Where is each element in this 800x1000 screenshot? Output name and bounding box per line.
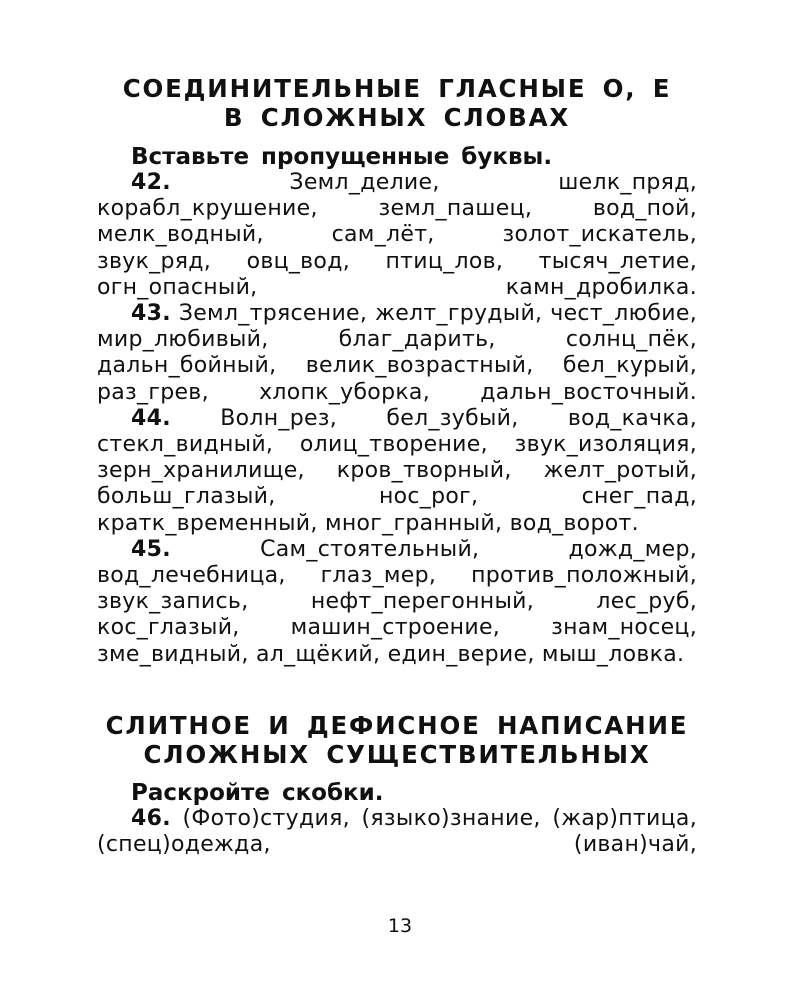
exercise-43 (97, 301, 697, 406)
section-title-line: В СЛОЖНЫХ СЛОВАХ (223, 103, 571, 132)
exercise-44 (97, 406, 697, 537)
page-number: 13 (387, 915, 413, 937)
exercise-number: 44. (131, 405, 171, 431)
exercise-42 (97, 170, 697, 301)
page-content (97, 74, 697, 858)
exercise-text: Земл_трясение, желт_грудый, чест_любие, мир_любивый, благ_дарить, солнц_пёк, дальн_бойный, велик_возрастный, бел_курый, раз_грев, хлопк_уборка, дальн_восточный. (97, 301, 697, 405)
section-title-line: СОЕДИНИТЕЛЬНЫЕ ГЛАСНЫЕ О, Е (122, 74, 672, 103)
exercise-text: Земл_делие, шелк_пряд, корабл_крушение, земл_пашец, вод_пой, мелк_водный, сам_лёт, золот_искатель, звук_ряд, овц_вод, птиц_лов, тысяч_летие, огн_опасный, камн_дробилка. (97, 170, 697, 300)
section-title (97, 74, 697, 132)
exercise-number: 43. (131, 301, 171, 327)
exercise-46 (97, 806, 697, 858)
section-title (97, 711, 697, 769)
exercise-text: Сам_стоятельный, дожд_мер, вод_лечебница, глаз_мер, против_положный, звук_запись, нефт_перегонный, лес_руб, кос_глазый, машин_строение, знам_носец, зме_видный, ал_щёкий, един_верие, мыш_ловка. (97, 536, 697, 667)
exercise-instruction: Раскройте скобки. (131, 779, 384, 806)
exercise-number: 46. (131, 805, 171, 831)
exercise-instruction: Вставьте пропущенные буквы. (131, 144, 553, 170)
exercise-number: 45. (131, 536, 171, 562)
section-title-line: СЛИТНОЕ И ДЕФИСНОЕ НАПИСАНИЕ (105, 710, 689, 740)
exercise-text: Волн_рез, бел_зубый, вод_качка, стекл_видный, олиц_творение, звук_изоляция, зерн_хранилище, кров_творный, желт_ротый, больш_глазый, нос_рог, снег_пад, кратк_временный, мног_гранный, вод_ворот. (97, 405, 697, 536)
section-connecting-vowels (97, 74, 697, 668)
exercise-number: 42. (131, 170, 171, 195)
section-compound-nouns (97, 711, 697, 858)
exercise-text: (Фото)студия, (языко)знание, (жар)птица, (спец)одежда, (иван)чай, (97, 805, 697, 858)
section-title-line: СЛОЖНЫХ СУЩЕСТВИТЕЛЬНЫХ (143, 739, 651, 769)
exercise-45 (97, 537, 697, 668)
